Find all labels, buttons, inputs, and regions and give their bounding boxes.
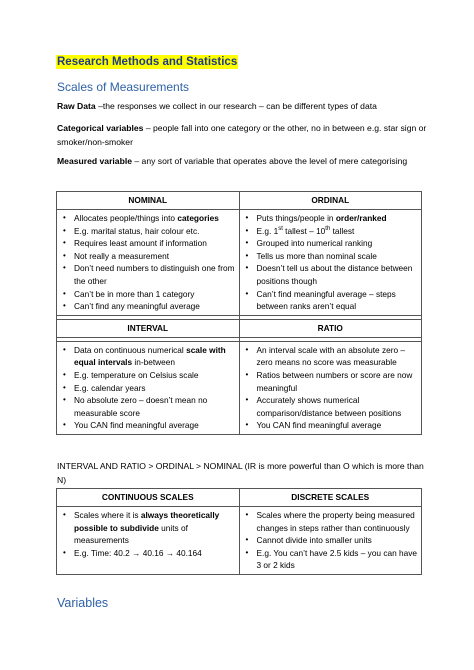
list-item: • Requires least amount if information [63, 238, 207, 249]
bullet-icon: • [245, 213, 249, 222]
interval-cell [57, 341, 240, 434]
list-item: • Not really a measurement [63, 250, 169, 261]
bullet-icon: • [63, 369, 66, 379]
discrete-cell [239, 507, 422, 575]
bullet-icon: • [63, 225, 66, 235]
list-item: • E.g. temperature on Celsius scale [63, 369, 199, 380]
categorical-term: Categorical variables [57, 123, 144, 133]
bullet-icon: • [63, 250, 66, 260]
bullet-icon: • [63, 263, 66, 273]
list-item: • Can’t find any meaningful average [63, 301, 200, 312]
list-item: • E.g. You can’t have 2.5 kids – you can have 3 or 2 kids [245, 547, 418, 571]
list-item: • Doesn’t tell us about the distance between positions though [245, 263, 413, 286]
list-item: • Grouped into numerical ranking [245, 238, 373, 249]
power-order-paragraph: INTERVAL AND RATIO > ORDINAL > NOMINAL (IR is more powerful than O which is more than N) [57, 461, 424, 485]
list-item: • You CAN find meaningful average [245, 420, 382, 431]
bullet-icon: • [245, 225, 249, 235]
list-item: • Accurately shows numerical comparison/distance between positions [245, 395, 402, 418]
bullet-icon: • [245, 510, 249, 519]
bullet-icon: • [245, 535, 249, 545]
bullet-icon: • [245, 395, 249, 405]
document-title: Research Methods and Statistics [57, 56, 238, 68]
categorical-paragraph [57, 121, 427, 149]
bullet-icon: • [63, 382, 66, 392]
list-item: • E.g. calendar years [63, 382, 146, 393]
list-item: • E.g. 1st tallest – 10th tallest [245, 225, 355, 236]
bold-fragment: categories [177, 213, 219, 223]
variables-heading: Variables [57, 596, 109, 610]
bullet-icon: • [63, 213, 66, 222]
bullet-icon: • [245, 238, 249, 248]
categorical-text: – people fall into one category or the other, no in between e.g. star sign or smoker/non-smoker [57, 123, 427, 147]
bullet-icon: • [245, 547, 249, 557]
raw-data-term: Raw Data [57, 101, 96, 111]
nominal-cell [57, 210, 240, 316]
continuous-cell [57, 507, 240, 575]
list-item: • Tells us more than nominal scale [245, 250, 377, 261]
scales-table [56, 191, 422, 435]
measured-paragraph [57, 154, 427, 168]
list-item: • You CAN find meaningful average [63, 420, 199, 431]
bullet-icon: • [63, 420, 66, 430]
list-item: • Scales where it is always theoretically possible to subdivide units of measurements [63, 510, 220, 546]
bullet-icon: • [63, 301, 66, 311]
bullet-icon: • [245, 263, 249, 273]
ratio-header: RATIO [239, 319, 422, 337]
list-item: • Can’t find meaningful average – steps between ranks aren’t equal [245, 288, 396, 312]
bullet-icon: • [63, 238, 66, 248]
list-item: • An interval scale with an absolute zero – zero means no score was measurable [245, 344, 406, 368]
bullet-icon: • [245, 344, 249, 354]
bullet-icon: • [63, 395, 66, 405]
list-item: • Scales where the property being measured changes in steps rather than continuously [245, 510, 415, 533]
ratio-cell [239, 341, 422, 434]
list-item: • E.g. Time: 40.2 → 40.16 → 40.164 [63, 547, 202, 558]
ordinal-cell [239, 210, 422, 316]
list-item: • No absolute zero – doesn’t mean no measurable score [63, 395, 208, 418]
continuous-header: CONTINUOUS SCALES [57, 489, 240, 507]
nominal-header: NOMINAL [57, 192, 240, 210]
interval-header: INTERVAL [57, 319, 240, 337]
discrete-header: DISCRETE SCALES [239, 489, 422, 507]
raw-data-paragraph [57, 99, 427, 113]
list-item: • Puts things/people in order/ranked [245, 213, 387, 223]
list-item: • Ratios between numbers or score are now meaningful [245, 369, 413, 393]
measured-term: Measured variable [57, 156, 132, 166]
bullet-icon: • [63, 547, 66, 557]
list-item: • Don’t need numbers to distinguish one from the other [63, 263, 235, 286]
bullet-icon: • [63, 288, 66, 298]
bullet-icon: • [245, 288, 249, 298]
bullet-icon: • [245, 250, 249, 260]
list-item: • Data on continuous numerical scale with equal intervals in-between [63, 344, 226, 368]
list-item: • Allocates people/things into categories [63, 213, 219, 223]
bullet-icon: • [63, 344, 66, 354]
raw-data-text: –the responses we collect in our research – can be different types of data [95, 101, 377, 111]
list-item: • E.g. marital status, hair colour etc. [63, 225, 200, 236]
bullet-icon: • [63, 510, 66, 519]
continuity-table [56, 488, 422, 575]
measured-text: – any sort of variable that operates above the level of mere categorising [132, 156, 408, 166]
ordinal-header: ORDINAL [239, 192, 422, 210]
list-item: • Can’t be in more than 1 category [63, 288, 195, 299]
bullet-icon: • [245, 420, 249, 430]
scales-heading: Scales of Measurements [57, 80, 190, 94]
list-item: • Cannot divide into smaller units [245, 535, 372, 546]
bullet-icon: • [245, 369, 249, 379]
